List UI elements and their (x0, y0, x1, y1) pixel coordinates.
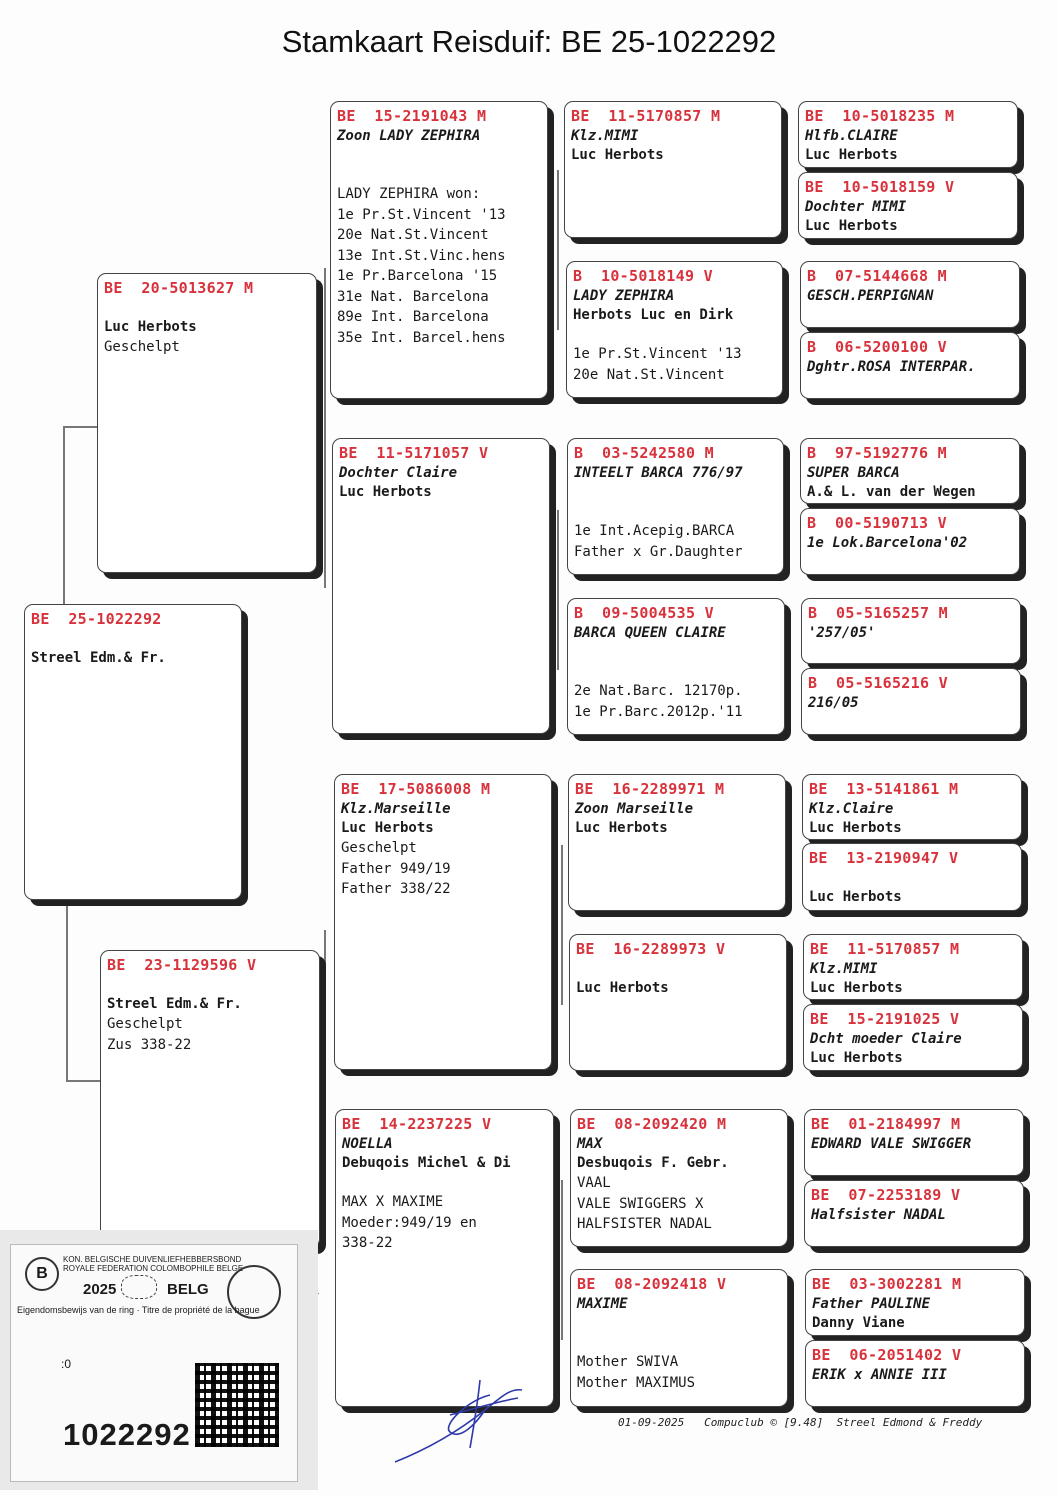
info-line: LADY ZEPHIRA won: (337, 186, 481, 202)
info-line: MAX X MAXIME (342, 1194, 444, 1210)
pigeon-name: 1e Lok.Barcelona'02 (807, 535, 968, 551)
pigeon-name: Klz.Marseille (341, 801, 451, 817)
pigeon-name: Dcht moeder Claire (810, 1031, 962, 1047)
connector-line (63, 426, 97, 428)
ring-number: BE 16-2289971 M (575, 780, 725, 798)
breeder: Luc Herbots (805, 147, 898, 163)
certificate-country: BELG (167, 1281, 209, 1298)
ring-number: B 10-5018149 V (573, 267, 713, 285)
breeder: Luc Herbots (571, 147, 664, 163)
ancestor-card-g6 (569, 934, 787, 1071)
ring-number: BE 03-3002281 M (812, 1275, 962, 1293)
sire-sire-card (330, 101, 548, 399)
dam-sire-card (334, 774, 552, 1070)
ring-number: BE 25-1022292 (31, 610, 162, 628)
info-line: 89e Int. Barcelona (337, 309, 489, 325)
pigeon-name: MAX (577, 1136, 603, 1152)
pigeon-name: MAXIME (577, 1296, 628, 1312)
connector-line (63, 426, 65, 606)
ring-number: BE 11-5170857 M (571, 107, 721, 125)
pigeon-name: Dochter Claire (339, 465, 458, 481)
info-line: Father x Gr.Daughter (574, 543, 743, 560)
pigeon-name: SUPER BARCA (807, 465, 900, 481)
ancestor-card-gg15 (805, 1269, 1025, 1336)
connector-line (324, 268, 326, 588)
breeder: Luc Herbots (810, 1050, 903, 1066)
breeder: Herbots Luc en Dirk (573, 307, 734, 323)
breeder: Streel Edm.& Fr. (107, 996, 242, 1012)
footer-text: 01-09-2025 Compuclub © [9.48] Streel Edmond & Freddy (618, 1416, 983, 1429)
ancestor-card-g1 (564, 101, 782, 238)
pigeon-name: Zoon LADY ZEPHIRA (337, 128, 481, 144)
info-line: 1e Pr.Barcelona '15 (337, 268, 498, 284)
sire-card (97, 273, 317, 573)
pigeon-name: Hlfb.CLAIRE (805, 128, 898, 144)
connector-line (324, 930, 326, 1190)
certificate-subtitle: Eigendomsbewijs van de ring · Titre de propriété de la bague (17, 1305, 260, 1315)
ring-number: B 07-5144668 M (807, 267, 947, 285)
ring-number: BE 15-2191025 V (810, 1010, 960, 1028)
ancestor-card-g7 (570, 1109, 788, 1247)
info-line: 1e Pr.St.Vincent '13 (337, 206, 506, 223)
info-line: Geschelpt (104, 339, 180, 355)
pigeon-name: Father PAULINE (812, 1296, 931, 1312)
ancestor-card-gg4 (800, 332, 1020, 399)
ring-number: B 05-5165216 V (808, 674, 948, 692)
info-line: 338-22 (342, 1235, 393, 1251)
pigeon-name: BARCA QUEEN CLAIRE (574, 625, 726, 641)
ancestor-card-gg7 (801, 598, 1021, 664)
ring-certificate (0, 1230, 318, 1490)
info-line: 20e Nat.St.Vincent (337, 227, 489, 243)
ring-number: BE 13-5141861 M (809, 780, 959, 798)
pigeon-name: Klz.MIMI (810, 961, 878, 977)
info-line: 2e Nat.Barc. 12170p. (574, 683, 743, 699)
info-line: 20e Nat.St.Vincent (573, 366, 725, 383)
pigeon-name: Klz.Claire (809, 801, 894, 817)
info-line: HALFSISTER NADAL (577, 1216, 712, 1232)
ring-number: BE 20-5013627 M (104, 279, 254, 297)
breeder: Luc Herbots (104, 319, 197, 335)
breeder: Luc Herbots (805, 218, 898, 234)
info-line: Mother MAXIMUS (577, 1374, 696, 1391)
breeder: Luc Herbots (576, 980, 669, 996)
ancestor-card-gg5 (800, 438, 1020, 504)
ancestor-card-g2 (566, 261, 783, 398)
ancestor-card-gg16 (805, 1340, 1025, 1407)
info-line: Geschelpt (107, 1016, 183, 1032)
pigeon-name: '257/05' (808, 625, 876, 641)
info-line: VALE SWIGGERS X (577, 1195, 704, 1212)
ancestor-card-gg12 (803, 1004, 1023, 1071)
breeder: Streel Edm.& Fr. (31, 650, 166, 666)
page-title: Stamkaart Reisduif: BE 25-1022292 (281, 24, 777, 59)
ring-number: B 05-5165257 M (808, 604, 948, 622)
subject-card (24, 604, 242, 900)
ring-number: BE 10-5018235 M (805, 107, 955, 125)
info-line: Zus 338-22 (107, 1036, 192, 1053)
certificate-code: :0 (61, 1357, 72, 1371)
pigeon-name: LADY ZEPHIRA (573, 288, 675, 304)
ancestor-card-gg1 (798, 101, 1018, 168)
info-line: 1e Pr.Barc.2012p.'11 (574, 703, 743, 720)
ring-number: B 97-5192776 M (807, 444, 947, 462)
certificate-card (10, 1244, 298, 1482)
ring-number: B 00-5190713 V (807, 514, 947, 532)
ancestor-card-g3 (567, 438, 784, 575)
connector-line (561, 845, 563, 1005)
breeder: A.& L. van der Wegen (807, 484, 976, 500)
ring-number: BE 10-5018159 V (805, 178, 955, 196)
ring-number: BE 15-2191043 M (337, 107, 487, 125)
breeder: Luc Herbots (339, 484, 432, 500)
connector-line (557, 510, 559, 670)
breeder: Luc Herbots (809, 820, 902, 836)
ring-number: BE 14-2237225 V (342, 1115, 492, 1133)
ring-number: BE 07-2253189 V (811, 1186, 961, 1204)
ring-number: BE 08-2092420 M (577, 1115, 727, 1133)
breeder: Luc Herbots (341, 820, 434, 836)
pigeon-name: INTEELT BARCA 776/97 (574, 465, 743, 481)
info-line: 35e Int. Barcel.hens (337, 329, 506, 346)
breeder: Desbuqois F. Gebr. (577, 1155, 729, 1171)
ring-number-large: 1022292 (63, 1417, 191, 1452)
ancestor-card-gg6 (800, 508, 1020, 575)
pigeon-name: EDWARD VALE SWIGGER (811, 1136, 972, 1152)
ancestor-card-gg3 (800, 261, 1020, 328)
info-line: 13e Int.St.Vinc.hens (337, 247, 506, 264)
connector-line (66, 1080, 100, 1082)
qr-code-icon (195, 1363, 279, 1447)
breeder: Luc Herbots (810, 980, 903, 996)
connector-line (557, 170, 559, 330)
pigeon-name: Zoon Marseille (575, 801, 694, 817)
info-line: 1e Pr.St.Vincent '13 (573, 346, 742, 362)
pigeon-name: NOELLA (342, 1136, 393, 1152)
breeder: Debuqois Michel & Di (342, 1155, 511, 1171)
ring-number: B 09-5004535 V (574, 604, 714, 622)
connector-line (561, 1180, 563, 1340)
pigeon-name: ERIK x ANNIE III (812, 1367, 947, 1383)
certificate-year: 2025 (83, 1281, 117, 1298)
ancestor-card-gg2 (798, 172, 1018, 239)
info-line: 31e Nat. Barcelona (337, 288, 489, 305)
info-line: Geschelpt (341, 840, 417, 856)
ancestor-card-gg10 (802, 843, 1022, 911)
ring-number: BE 11-5171057 V (339, 444, 489, 462)
signature (390, 1370, 530, 1470)
pigeon-name: Klz.MIMI (571, 128, 639, 144)
ancestor-card-gg8 (801, 668, 1021, 735)
ring-number: BE 16-2289973 V (576, 940, 726, 958)
info-line: Moeder:949/19 en (342, 1214, 477, 1231)
ring-number: BE 13-2190947 V (809, 849, 959, 867)
ring-number: BE 11-5170857 M (810, 940, 960, 958)
info-line: Father 338/22 (341, 881, 451, 897)
ancestor-card-gg11 (803, 934, 1023, 1000)
breeder: Danny Viane (812, 1315, 905, 1331)
pigeon-name: Dochter MIMI (805, 199, 907, 215)
info-line: VAAL (577, 1175, 611, 1191)
ancestor-card-g8 (570, 1269, 788, 1407)
connector-line (66, 905, 68, 1080)
info-line: 1e Int.Acepig.BARCA (574, 523, 735, 539)
ring-number: BE 06-2051402 V (812, 1346, 962, 1364)
ring-number: BE 23-1129596 V (107, 956, 257, 974)
federation-logo: B (25, 1257, 59, 1291)
sire-dam-card (332, 438, 550, 734)
pigeon-name: Halfsister NADAL (811, 1207, 946, 1223)
ancestor-card-g4 (567, 598, 785, 735)
breeder: Luc Herbots (809, 889, 902, 905)
federation-name: KON. BELGISCHE DUIVENLIEFHEBBERSBOND ROYALE FEDERATION COLOMBOPHILE BELGE (63, 1255, 244, 1273)
info-line: Father 949/19 (341, 860, 451, 877)
crown-emblem-icon (121, 1275, 157, 1299)
ring-number: BE 17-5086008 M (341, 780, 491, 798)
dam-dam-card (335, 1109, 554, 1407)
ancestor-card-gg14 (804, 1180, 1024, 1247)
ancestor-card-gg13 (804, 1109, 1024, 1176)
ring-number: BE 01-2184997 M (811, 1115, 961, 1133)
ring-number: B 06-5200100 V (807, 338, 947, 356)
ring-number: BE 08-2092418 V (577, 1275, 727, 1293)
dam-card (100, 950, 320, 1248)
pigeon-name: 216/05 (808, 695, 859, 711)
ring-number: B 03-5242580 M (574, 444, 714, 462)
ancestor-card-g5 (568, 774, 786, 911)
pigeon-name: Dghtr.ROSA INTERPAR. (807, 359, 976, 375)
info-line: Mother SWIVA (577, 1354, 679, 1370)
ancestor-card-gg9 (802, 774, 1022, 840)
breeder: Luc Herbots (575, 820, 668, 836)
pigeon-name: GESCH.PERPIGNAN (807, 288, 934, 304)
